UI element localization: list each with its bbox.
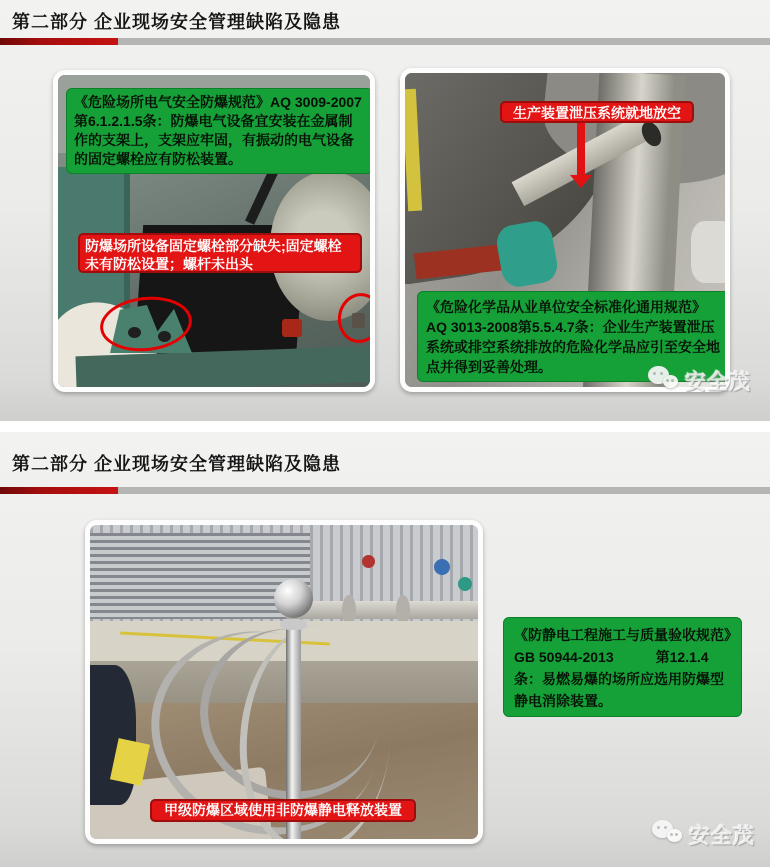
down-arrow — [577, 123, 585, 175]
title-underline — [0, 487, 770, 494]
regulation-box: 《防静电工程施工与质量验收规范》GB 50944-2013 第12.1.4条：易燃易爆的场所应选用防爆型静电消除装置。 — [503, 617, 742, 717]
violation-callout: 生产装置泄压系统就地放空 — [500, 101, 694, 123]
teal-valve-wheel — [458, 577, 472, 591]
sky-patch — [691, 221, 730, 283]
static-discharge-ball — [274, 579, 313, 618]
regulation-box: 《危险化学品从业单位安全标准化通用规范》AQ 3013-2008第5.5.4.7条：企业生产装置泄压系统或排空系统排放的危险化学品应引至安全地点并得到妥善处理。 — [417, 291, 730, 382]
photo-pump-fixing-bolts — [53, 70, 375, 392]
slide-2 — [0, 432, 770, 867]
horizontal-pipe — [286, 601, 483, 619]
slide-1 — [0, 0, 770, 421]
watermark-text: 安全茂 — [685, 371, 751, 394]
title-underline-gray — [118, 487, 770, 494]
slide-2-title: 第二部分 企业现场安全管理缺陷及隐患 — [12, 454, 341, 474]
blue-valve-wheel — [434, 559, 450, 575]
bollard-collar — [280, 619, 307, 630]
wechat-icon — [648, 366, 682, 396]
photo-static-discharge-device — [85, 520, 483, 844]
title-underline-red — [0, 38, 118, 45]
title-underline-gray — [118, 38, 770, 45]
red-object — [282, 319, 302, 337]
red-valve-wheel — [362, 555, 375, 568]
violation-box: 甲级防爆区域使用非防爆静电释放装置 — [150, 799, 416, 822]
photo-pressure-relief-vent — [400, 68, 730, 392]
title-underline-red — [0, 487, 118, 494]
regulation-box: 《危险场所电气安全防爆规范》AQ 3009-2007第6.1.2.1.5条：防爆电气设备宜安装在金属制作的支架上，支架应牢固，有振动的电气设备的固定螺栓应有防松装置。 — [66, 88, 373, 174]
slide-1-title: 第二部分 企业现场安全管理缺陷及隐患 — [12, 12, 341, 32]
watermark — [648, 366, 751, 396]
person-arm — [85, 665, 136, 805]
title-underline — [0, 38, 770, 45]
wechat-icon — [652, 820, 686, 850]
watermark-text: 安全茂 — [689, 825, 755, 848]
violation-box: 防爆场所设备固定螺栓部分缺失;固定螺栓未有防松设置；螺杆未出头 — [78, 233, 362, 273]
watermark — [652, 820, 755, 850]
